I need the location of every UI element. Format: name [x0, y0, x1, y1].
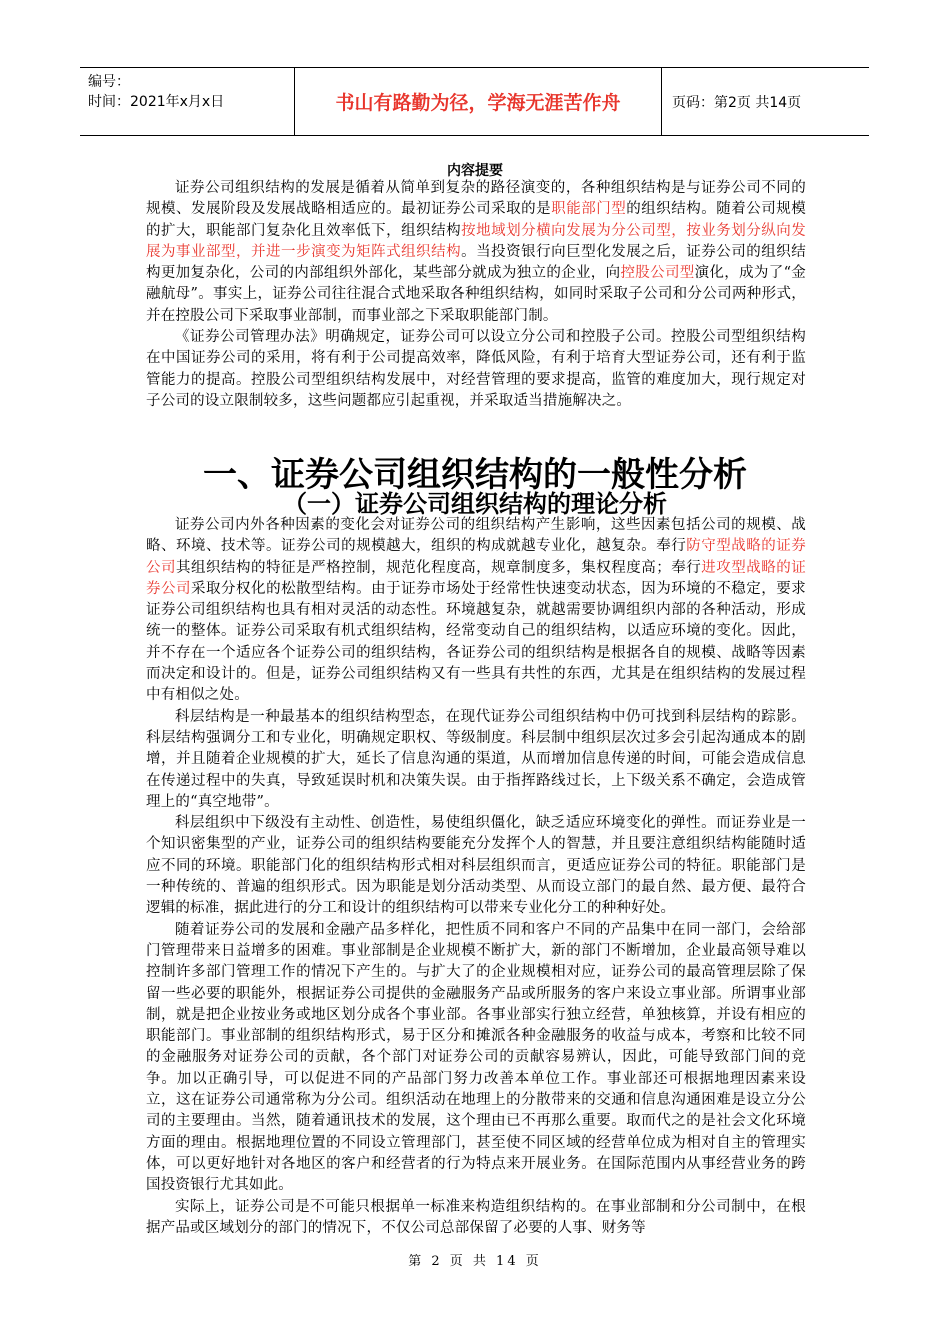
section-body	[146, 515, 806, 1239]
page-header	[80, 67, 869, 136]
section-paragraph-2: 科层结构是一种最基本的组织结构型态，在现代证券公司组织结构中仍可找到科层结构的踪影。科层结构强调分工和专业化，明确规定职权、等级制度。科层制中组织层次过多会引起沟通成本的剧增，并且随着企业规模的扩大，延长了信息沟通的渠道，从而增加信息传递的时间，可能会造成信息在传递过程中的失真，导致延误时机和决策失误。由于指挥路线过长，上下级关系不确定，会造成管理上的“真空地带”。	[146, 708, 806, 810]
text-run: 证券公司组织结构的发展是循着从简单到复杂的路径演变的，各种组织结构是与证券公司不同的规模、发展阶段及发展战略相适应的。最初证券公司采取的是	[146, 180, 806, 218]
highlight-text: 进攻型战略的证券公司	[146, 559, 806, 597]
abstract-body	[146, 178, 806, 412]
abstract-paragraph-2: 《证券公司管理办法》明确规定，证券公司可以设立分公司和控股子公司。控股公司型组织结构在中国证券公司的采用，将有利于公司提高效率，降低风险，有利于培育大型证券公司，还有利于监管能力的提高。控股公司型组织结构发展中，对经营管理的要求提高，监管的难度加大，现行规定对子公司的设立限制较多，这些问题都应引起重视，并采取适当措施解决之。	[146, 329, 806, 409]
text-run: 采取分权化的松散型结构。由于证券市场处于经常性快速变动状态，因为环境的不稳定，要求证券公司组织结构也具有相对灵活的动态性。环境越复杂，就越需要协调组织内部的各种活动，形成统一的整体。证券公司采取有机式组织结构，经常变动自己的组织结构，以适应环境的变化。因此，并不存在一个适应各个证券公司的组织结构，各证券公司的组织结构是根据各自的规模、战略等因素而决定和设计的。但是，证券公司组织结构又有一些具有共性的东西，尤其是在组织结构的发展过程中有相似之处。	[146, 580, 806, 704]
text-run: 其组织结构的特征是严格控制，规范化程度高，规章制度多，集权程度高；奉行	[176, 559, 702, 576]
highlight-text: 职能部门型	[551, 201, 627, 218]
header-motto: 书山有路勤为径，学海无涯苦作舟	[294, 68, 662, 135]
text-run: 的组织结构。随着公司规模的扩大，职能部门复杂化且效率低下，组织结构	[146, 201, 807, 239]
highlight-text: 按地域划分横向发展为分公司型，按业务划分纵向发展为事业部型，并进一步演变为矩阵式组织结构	[146, 222, 806, 260]
text-run: 演化，成为了“金融航母”。事实上，证券公司往往混合式地采取各种组织结构，如同时采取子公司和分公司两种形式，并在控股公司下采取事业部制，而事业部之下采取职能部门制。	[146, 265, 807, 324]
text-run: 证券公司内外各种因素的变化会对证券公司的组织结构产生影响，这些因素包括公司的规模、战略、环境、技术等。证券公司的规模越大，组织的构成就越专业化，越复杂。奉行	[146, 517, 806, 555]
highlight-text: 防守型战略的证券公司	[146, 538, 806, 576]
abstract-title: 内容提要	[447, 163, 503, 179]
text-run: 。当投资银行向巨型化发展之后，证券公司的组织结构更加复杂化，公司的内部组织外部化，某些部分就成为独立的企业，向	[146, 243, 806, 282]
header-page-count: 页码：第2页 共14页	[672, 94, 802, 111]
section-heading: 一、证券公司组织结构的一般性分析	[203, 455, 747, 495]
abstract-paragraph-1	[146, 178, 806, 327]
page-footer: 第 2 页 共 14 页	[408, 1254, 542, 1269]
section-paragraph-1	[146, 515, 806, 707]
section-paragraph-3: 科层组织中下级没有主动性、创造性，易使组织僵化，缺乏适应环境变化的弹性。而证券业是一个知识密集型的产业，证券公司的组织结构要能充分发挥个人的智慧，并且要注意组织结构能随时适应不同的环境。职能部门化的组织结构形式相对科层组织而言，更适应证券公司的特征。职能部门是一种传统的、普遍的组织形式。因为职能是划分活动类型、从而设立部门的最自然、最方便、最符合逻辑的标准，据此进行的分工和设计的组织结构可以带来专业化分工的种种好处。	[146, 815, 806, 917]
highlight-text: 控股公司型	[620, 265, 695, 282]
subsection-heading: （一）证券公司组织结构的理论分析	[283, 490, 667, 518]
header-time: 时间：2021年x月x日	[88, 94, 225, 110]
header-number: 编号：	[88, 74, 130, 90]
section-paragraph-5: 实际上，证券公司是不可能只根据单一标准来构造组织结构的。在事业部制和分公司制中，在根据产品或区域划分的部门的情况下，不仅公司总部保留了必要的人事、财务等	[146, 1198, 806, 1236]
section-paragraph-4: 随着证券公司的发展和金融产品多样化，把性质不同和客户不同的产品集中在同一部门，会给部门管理带来日益增多的困难。事业部制是企业规模不断扩大，新的部门不断增加，企业最高领导难以控制许多部门管理工作的情况下产生的。与扩大了的企业规模相对应，证券公司的最高管理层除了保留一些必要的职能外，根据证券公司提供的金融服务产品或所服务的客户来设立事业部。所谓事业部制，就是把企业按业务或地区划分成各个事业部。各事业部实行独立经营，单独核算，并设有相应的职能部门。事业部制的组织结构形式，易于区分和摊派各种金融服务的收益与成本，考察和比较不同的金融服务对证券公司的贡献，各个部门对证券公司的贡献容易辨认，因此，可能导致部门间的竞争。加以正确引导，可以促进不同的产品部门努力改善本单位工作。事业部还可根据地理因素来设立，这在证券公司通常称为分公司。组织活动在地理上的分散带来的交通和信息沟通困难是设立分公司的主要理由。当然，随着通讯技术的发展，这个理由已不再那么重要。取而代之的是社会文化环境方面的理由。根据地理位置的不同设立管理部门，甚至使不同区域的经营单位成为相对自主的管理实体，可以更好地针对各地区的客户和经营者的行为特点来开展业务。在国际范围内从事经营业务的跨国投资银行尤其如此。	[146, 921, 806, 1194]
header-meta	[80, 68, 294, 135]
